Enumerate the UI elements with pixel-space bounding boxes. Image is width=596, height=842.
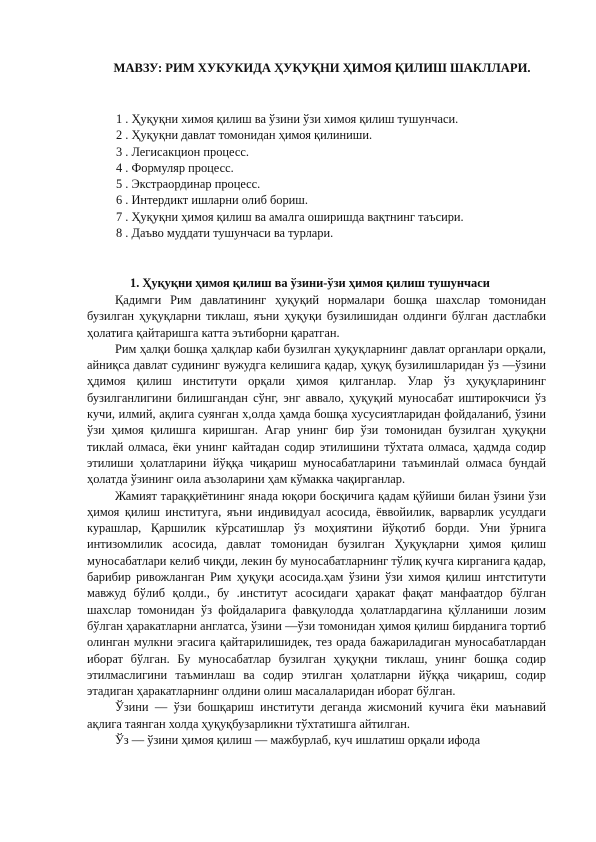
paragraph: Ўзини — ўзи бошқариш институти деганда жисмоний кучига ёки маънавий ақлига таянган холда ҳуқуқбузарликни тўхтатишга айтилган. — [87, 700, 546, 731]
section-heading: 1. Ҳуқуқни ҳимоя қилиш ва ўзини-ўзи ҳимоя қилиш тушунчаси — [130, 276, 490, 290]
toc-item: 6 . Интердикт ишларни олиб бориш. — [116, 193, 308, 208]
toc-item: 3 . Легисакцион процесс. — [116, 144, 249, 159]
paragraph: Жамият тараққиётининг янада юқори босқичига қадам қўйиши билан ўзини ўзи ҳимоя қилиш институга, яъни индивидуал асосида, ёввойилик, варварлик усулдаги курашлар, Қаршилик кўрсатишлар ўз моҳиятини йўқотиб борди. Уни ўрнига интизомлилик асосида, давлат томонидан бузилган Ҳуқуқларни ҳимоя қилиш муносабатлари келиб чиқди, лекин бу муносабатларнинг тўлиқ кучга кирганига қадар, барибир ривожланган Рим ҳуқуқи асосида.ҳам ўзини ўзи химоя қилиш интститути мавжуд бўлиб қолди., бу .институт асосидаги ҳаракат фақат манфаатдор бўлган шахслар томонидан ўз фойдаларига фавқулодда ҳолатлардагина қўлланиши лозим бўлган ҳаракатларни англатса, ўзини —ўзи томонидан ҳимоя қилиш бирданига тортиб олинган мулкни эгасига қайтарилишидек, тез орада бажариладиган муносабатлардан иборат бўлган. Бу муносабатлар бузилган ҳуқуқни тиклаш, унинг бошқа содир этилмаслигини таъминлаш ва содир этилган ҳолатларни йўққа чиқариш, содир этадиган ҳаракатларнинг олдини олиш масалаларидан иборат бўлган. — [87, 488, 546, 699]
toc-item: 2 . Ҳуқуқни давлат томонидан ҳимоя қилиниши. — [116, 128, 373, 143]
table-of-contents — [116, 111, 546, 241]
paragraph: Ўз — ўзини ҳимоя қилиш — мажбурлаб, куч ишлатиш орқали ифода — [115, 733, 481, 748]
toc-item: 7 . Ҳуқуқни ҳимоя қилиш ва амалга оширишда вақтнинг таъсири. — [116, 209, 464, 224]
toc-item: 5 . Экстраординар процесс. — [116, 177, 261, 192]
document-title: МАВЗУ: РИМ ХУКУКИДА ҲУҚУҚНИ ҲИМОЯ ҚИЛИШ ШАКЛЛАРИ. — [113, 61, 531, 75]
body-text — [87, 292, 546, 748]
paragraph: Рим ҳалқи бошқа ҳалқлар каби бузилган ҳуқуқларнинг давлат органлари орқали, айниқса давлат судининг вужудга келишига қадар, ҳуқуқ бузилишларидан ўз —ўзини ҳдимоя қилиш институти орқали ҳимоя қилганлар. Улар ўз ҳуқуқларининг бузилганлигини билишгандан сўнг, энг аввало, ҳуқуқий муносабат иштирокчиси ўз кучи, илмий, ақлига суянган х,олда ҳамда бошқа хусусиятларидан фойдаланиб, ўзини ўзи ҳимоя қилишга киришган. Агар унинг бир ўзи томонидан бузилган ҳуқуқни тиклай олмаса, ёки унинг кайтадан содир этилишини тўхтата олмаса, ҳадмда содир этилиши ҳолатларини йўққа чиқариш муносабатларини таъминлай олмаса бундай ҳолатда ўзининг оила аъзоларини ҳам кўмакка чақирганлар. — [87, 341, 546, 487]
toc-item: 4 . Формуляр процесс. — [116, 160, 234, 175]
paragraph: Қадимги Рим давлатининг ҳуқуқий нормалари бошқа шахслар томонидан бузилган ҳуқуқларни тиклаш, яъни ҳуқуқи бузилишидан олдинги бўлган дастлабки ҳолатига қайтаришга катта эътиборни қаратган. — [87, 293, 546, 340]
toc-item: 1 . Ҳуқуқни химоя қилиш ва ўзини ўзи химоя қилиш тушунчаси. — [116, 112, 459, 126]
toc-item: 8 . Даъво муддати тушунчаси ва турлари. — [116, 226, 334, 241]
